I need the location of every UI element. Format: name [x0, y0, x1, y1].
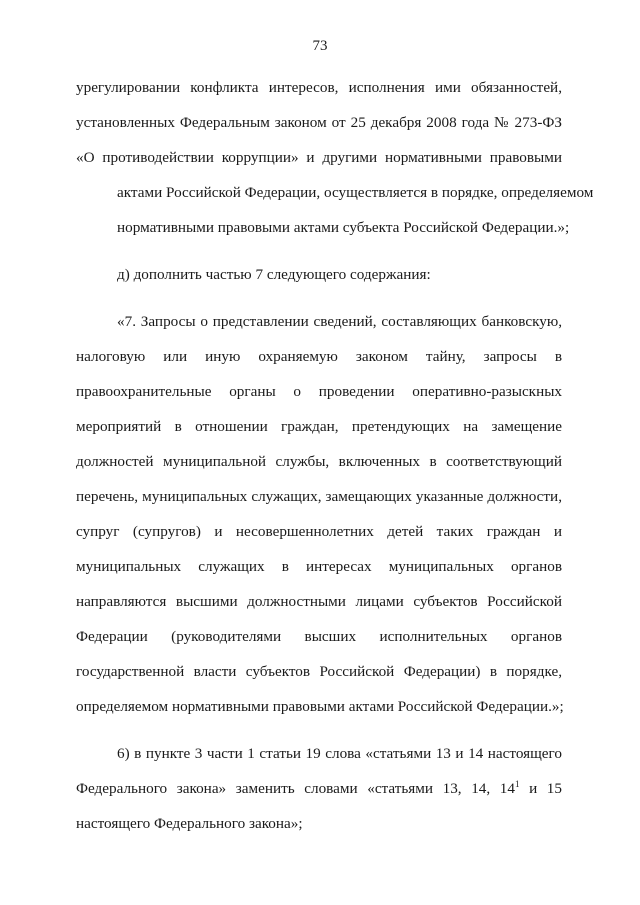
text-line: 6) в пункте 3 части 1 статьи 19 слова «статьями 13 и 14 настоящего: [117, 745, 562, 762]
paragraph-gap: [76, 245, 562, 257]
paragraph-gap: [76, 292, 562, 304]
text-line: перечень, муниципальных служащих, замещающих указанные должности,: [76, 488, 562, 505]
text-line: направляются высшими должностными лицами субъектов Российской: [76, 593, 562, 610]
text-line: определяемом нормативными правовыми актами Российской Федерации.»;: [76, 698, 564, 715]
text-fragment: и 15: [519, 780, 562, 797]
text-line: мероприятий в отношении граждан, претендующих на замещение: [76, 418, 562, 435]
superscript-index: 1: [514, 779, 520, 789]
text-line: правоохранительные органы о проведении оперативно-разыскных: [76, 383, 562, 400]
page-number: 73: [312, 38, 328, 54]
paragraph-part-7: [76, 304, 562, 724]
text-line: [76, 771, 562, 806]
document-body: [76, 70, 594, 841]
text-line: настоящего Федерального закона»;: [76, 815, 303, 832]
text-line: актами Российской Федерации, осуществляется в порядке, определяемом: [117, 184, 594, 201]
text-line: Федерации (руководителями высших исполнительных органов: [76, 628, 562, 645]
paragraph-continuation: [76, 70, 594, 245]
text-line: государственной власти субъектов Российской Федерации) в порядке,: [76, 663, 562, 680]
text-line: должностей муниципальной службы, включенных в соответствующий: [76, 453, 562, 470]
text-line: супруг (супругов) и несовершеннолетних детей таких граждан и: [76, 523, 562, 540]
text-line: нормативными правовыми актами субъекта Российской Федерации.»;: [117, 219, 570, 236]
paragraph-gap: [76, 724, 562, 736]
text-line: «7. Запросы о представлении сведений, составляющих банковскую,: [117, 313, 562, 330]
text-line: д) дополнить частью 7 следующего содержания:: [117, 266, 431, 283]
paragraph-item-6: [76, 736, 562, 841]
text-line: налоговую или иную охраняемую законом тайну, запросы в: [76, 348, 562, 365]
text-fragment: Федерального закона» заменить словами «статьями 13, 14, 14: [76, 780, 515, 797]
text-line: муниципальных служащих в интересах муниципальных органов: [76, 558, 562, 575]
paragraph-item-d: [76, 257, 562, 292]
text-line: установленных Федеральным законом от 25 декабря 2008 года № 273-ФЗ: [76, 114, 562, 131]
text-line: урегулировании конфликта интересов, исполнения ими обязанностей,: [76, 79, 562, 96]
text-line: «О противодействии коррупции» и другими нормативными правовыми: [76, 149, 562, 166]
